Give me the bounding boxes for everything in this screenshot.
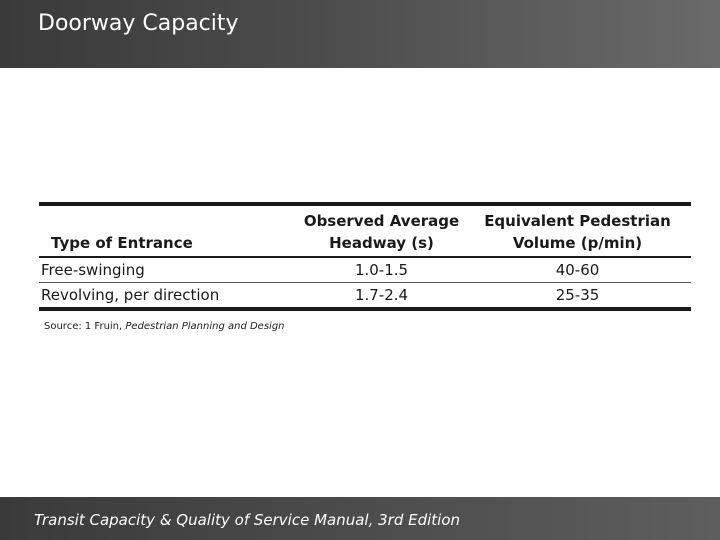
slide-title: Doorway Capacity <box>38 11 239 36</box>
column-header-volume-line-1: Equivalent Pedestrian <box>484 212 671 230</box>
doorway-capacity-table <box>39 202 691 311</box>
column-header-headway-line-1: Observed Average <box>303 212 460 230</box>
cell-type-of-entrance: Revolving, per direction <box>41 286 220 304</box>
footer-bar <box>0 497 720 540</box>
table-row <box>39 283 691 310</box>
doorway-capacity-table-container <box>39 202 691 311</box>
table-header-row <box>39 204 691 257</box>
header-bar <box>0 0 720 68</box>
cell-headway: 1.0-1.5 <box>354 261 409 279</box>
table-header <box>39 204 691 257</box>
table-row <box>39 257 691 283</box>
cell-volume: 40-60 <box>555 261 600 279</box>
column-header-equivalent-pedestrian-volume <box>464 204 691 257</box>
cell-volume: 25-35 <box>555 286 600 304</box>
column-header-type-of-entrance: Type of Entrance <box>51 234 193 252</box>
source-title: Pedestrian Planning and Design <box>125 321 285 332</box>
source-prefix: Source: 1 Fruin, <box>44 321 126 332</box>
column-header-headway-line-2: Headway (s) <box>329 234 434 252</box>
column-header-observed-average-headway <box>299 204 464 257</box>
footer-text: Transit Capacity & Quality of Service Manual, 3rd Edition <box>34 511 461 529</box>
cell-type-of-entrance: Free-swinging <box>41 261 145 279</box>
source-note <box>44 320 285 334</box>
cell-headway: 1.7-2.4 <box>354 286 409 304</box>
column-header-volume-line-2: Volume (p/min) <box>512 234 643 252</box>
table-body <box>39 257 691 309</box>
